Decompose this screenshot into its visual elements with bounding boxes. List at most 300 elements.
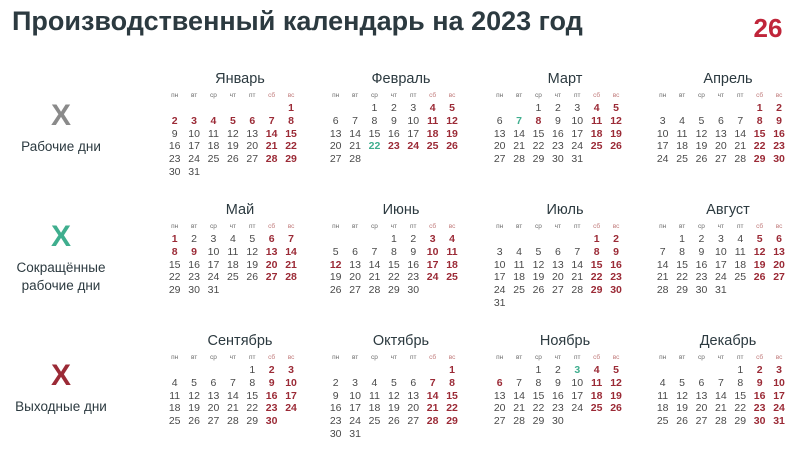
holiday-day-cell: 23 [753, 402, 766, 415]
day-cell: 24 [715, 271, 727, 284]
holiday-day-cell: 25 [446, 271, 458, 284]
holiday-day-cell: 19 [610, 127, 622, 140]
day-cell: 26 [695, 153, 708, 166]
day-cell: 11 [369, 389, 380, 402]
holiday-day-cell: 14 [426, 389, 439, 402]
month-grid [490, 90, 626, 166]
legend-short-label-line2: рабочие дни [21, 278, 101, 293]
holiday-day-cell: 12 [610, 114, 622, 127]
month-4 [165, 201, 301, 297]
day-cell: 6 [698, 376, 705, 389]
day-cell: 16 [188, 258, 200, 271]
empty-cell [345, 233, 364, 246]
holiday-day-cell: 30 [773, 153, 785, 166]
day-cell: 31 [207, 284, 220, 297]
day-cell: 1 [679, 233, 685, 245]
day-cell: 17 [188, 140, 200, 153]
day-cell: 22 [676, 271, 688, 284]
holiday-day-cell: 25 [590, 140, 603, 153]
day-cell: 4 [229, 233, 236, 245]
day-cell: 9 [554, 114, 561, 127]
day-cell: 10 [656, 127, 669, 140]
weekday-header: сб [593, 92, 601, 99]
day-cell: 14 [368, 258, 381, 271]
empty-cell [509, 233, 528, 246]
empty-cell [423, 364, 442, 377]
empty-cell [184, 364, 203, 377]
holiday-day-cell: 6 [496, 376, 503, 389]
day-cell: 16 [407, 258, 420, 271]
weekday-header: пт [410, 354, 417, 361]
weekday-header: ср [698, 223, 705, 230]
day-cell: 28 [715, 415, 727, 428]
weekday-header: ср [210, 354, 217, 361]
day-cell: 17 [493, 271, 506, 284]
empty-cell [568, 233, 587, 246]
holiday-day-cell: 22 [285, 140, 297, 153]
empty-cell [692, 364, 711, 377]
day-cell: 11 [657, 389, 669, 402]
day-cell: 20 [207, 402, 220, 415]
month-6 [490, 201, 626, 310]
empty-cell [365, 233, 384, 246]
day-cell: 17 [715, 258, 727, 271]
month-grid [165, 221, 301, 297]
day-cell: 19 [188, 402, 200, 415]
day-cell: 17 [571, 127, 584, 140]
day-cell: 9 [554, 376, 561, 389]
empty-cell [345, 364, 364, 377]
day-cell: 8 [737, 376, 744, 389]
day-cell: 6 [554, 245, 561, 258]
weekday-header: чт [717, 92, 725, 99]
holiday-day-cell: 31 [773, 415, 785, 428]
weekday-header: пт [249, 92, 256, 99]
day-cell: 19 [695, 140, 708, 153]
empty-cell [243, 102, 262, 115]
day-cell: 22 [532, 140, 545, 153]
day-cell: 16 [388, 127, 400, 140]
day-cell: 14 [734, 127, 747, 140]
short-day-cell: 7 [516, 114, 522, 127]
weekday-header: ср [535, 92, 542, 99]
weekday-header: сб [268, 354, 276, 361]
day-cell: 20 [695, 402, 708, 415]
day-cell: 21 [227, 402, 239, 415]
holiday-day-cell: 15 [446, 389, 458, 402]
weekday-header: чт [390, 354, 398, 361]
day-cell: 2 [698, 233, 705, 245]
day-cell: 8 [371, 114, 378, 127]
day-cell: 24 [207, 271, 220, 284]
empty-cell [326, 364, 345, 377]
month-name: Март [547, 71, 583, 87]
month-name: Ноябрь [539, 333, 591, 349]
weekday-header: пн [171, 354, 179, 361]
holiday-day-cell: 3 [429, 233, 436, 245]
month-grid [165, 90, 301, 179]
day-cell: 2 [410, 233, 417, 245]
empty-cell [672, 364, 691, 377]
holiday-day-cell: 28 [265, 153, 278, 166]
weekday-header: сб [756, 354, 764, 361]
day-cell: 27 [207, 415, 220, 428]
month-name: Июнь [382, 202, 420, 218]
day-cell: 6 [410, 376, 417, 389]
day-cell: 16 [552, 127, 564, 140]
day-cell: 14 [513, 127, 525, 140]
day-cell: 24 [571, 140, 584, 153]
empty-cell [365, 364, 384, 377]
empty-cell [653, 233, 672, 246]
holiday-day-cell: 24 [285, 402, 297, 415]
weekday-header: сб [756, 223, 764, 230]
weekday-header: пт [249, 223, 256, 230]
day-cell: 21 [513, 140, 525, 153]
day-cell: 9 [410, 245, 417, 258]
holiday-day-cell: 9 [613, 245, 619, 258]
weekday-header: пн [171, 223, 179, 230]
day-cell: 25 [656, 415, 669, 428]
day-cell: 5 [249, 233, 256, 245]
weekday-header: чт [229, 92, 237, 99]
page-title: Производственный календарь на 2023 год [12, 6, 583, 36]
holiday-day-cell: 18 [446, 258, 458, 271]
holiday-mark: X [50, 359, 71, 392]
day-cell: 23 [695, 271, 708, 284]
weekday-header: чт [390, 92, 398, 99]
day-cell: 13 [207, 389, 220, 402]
day-cell: 26 [676, 415, 688, 428]
empty-cell [692, 102, 711, 115]
day-cell: 3 [717, 233, 724, 245]
day-cell: 29 [734, 415, 747, 428]
weekday-header: пн [496, 354, 504, 361]
holiday-day-cell: 16 [265, 389, 278, 402]
holiday-day-cell: 1 [449, 364, 455, 376]
day-cell: 22 [532, 402, 545, 415]
holiday-day-cell: 5 [756, 233, 763, 245]
month-2 [490, 70, 626, 166]
month-grid [326, 221, 462, 297]
day-cell: 7 [737, 114, 744, 127]
day-cell: 9 [332, 389, 339, 402]
weekday-header: вс [612, 354, 620, 361]
day-cell: 13 [552, 258, 564, 271]
day-cell: 30 [552, 153, 564, 166]
holiday-day-cell: 28 [426, 415, 439, 428]
day-cell: 12 [532, 258, 545, 271]
day-cell: 10 [571, 114, 584, 127]
day-cell: 7 [371, 245, 378, 258]
day-cell: 5 [390, 376, 397, 389]
empty-cell [326, 233, 345, 246]
month-7 [653, 201, 789, 297]
day-cell: 5 [698, 114, 705, 127]
short-day-cell: 22 [368, 140, 381, 153]
day-cell: 18 [368, 402, 381, 415]
weekday-header: пт [249, 354, 256, 361]
day-cell: 28 [227, 415, 239, 428]
holiday-day-cell: 23 [265, 402, 278, 415]
day-cell: 11 [734, 245, 746, 258]
weekday-header: пт [574, 92, 581, 99]
day-cell: 10 [207, 245, 220, 258]
day-cell: 12 [246, 245, 259, 258]
holiday-day-cell: 25 [426, 140, 439, 153]
weekday-header: пт [574, 354, 581, 361]
weekday-header: сб [429, 354, 437, 361]
day-cell: 4 [737, 233, 744, 245]
day-cell: 10 [407, 114, 420, 127]
holiday-day-cell: 3 [191, 114, 197, 127]
day-cell: 8 [249, 376, 256, 389]
holiday-day-cell: 22 [446, 402, 458, 415]
holiday-day-cell: 26 [446, 140, 458, 153]
day-cell: 11 [513, 258, 525, 271]
weekday-header: сб [429, 223, 437, 230]
day-cell: 13 [329, 127, 342, 140]
day-cell: 15 [676, 258, 688, 271]
day-cell: 24 [493, 284, 506, 297]
day-cell: 27 [552, 284, 564, 297]
holiday-day-cell: 12 [329, 258, 342, 271]
holiday-day-cell: 21 [265, 140, 278, 153]
day-cell: 1 [390, 233, 397, 245]
holiday-day-cell: 6 [776, 233, 782, 245]
holiday-day-cell: 27 [773, 271, 785, 284]
holiday-day-cell: 23 [773, 140, 785, 153]
day-cell: 7 [229, 376, 236, 389]
day-cell: 21 [571, 271, 584, 284]
day-cell: 14 [656, 258, 669, 271]
holiday-day-cell: 8 [593, 245, 600, 258]
weekday-header: вт [678, 223, 686, 230]
weekday-header: вт [678, 354, 686, 361]
day-cell: 31 [571, 153, 584, 166]
day-cell: 21 [349, 140, 361, 153]
holiday-day-cell: 18 [590, 127, 603, 140]
day-cell: 25 [734, 271, 747, 284]
empty-cell [653, 364, 672, 377]
empty-cell [731, 102, 750, 115]
weekday-header: вт [515, 354, 523, 361]
holiday-day-cell: 21 [426, 402, 439, 415]
weekday-header: вт [515, 92, 523, 99]
holiday-day-cell: 9 [776, 114, 782, 127]
day-cell: 6 [717, 114, 724, 127]
month-grid [326, 352, 462, 441]
weekday-header: вс [775, 92, 783, 99]
day-cell: 18 [168, 402, 181, 415]
day-cell: 14 [227, 389, 239, 402]
day-cell: 10 [571, 376, 584, 389]
day-cell: 27 [246, 153, 259, 166]
day-cell: 31 [188, 165, 200, 178]
holiday-day-cell: 27 [265, 271, 278, 284]
day-cell: 23 [407, 271, 420, 284]
holiday-day-cell: 3 [776, 364, 782, 376]
weekday-header: вт [351, 354, 359, 361]
day-cell: 16 [695, 258, 708, 271]
holiday-day-cell: 28 [285, 271, 297, 284]
day-cell: 30 [695, 284, 708, 297]
holiday-day-cell: 24 [407, 140, 420, 153]
holiday-day-cell: 2 [171, 114, 178, 127]
month-8 [165, 332, 301, 428]
empty-cell [204, 364, 223, 377]
month-name: Апрель [703, 71, 753, 87]
month-name: Май [225, 202, 255, 218]
holiday-day-cell: 22 [753, 140, 766, 153]
month-grid [326, 90, 462, 166]
weekday-header: пт [410, 223, 417, 230]
day-cell: 5 [679, 376, 685, 389]
weekday-header: чт [717, 223, 725, 230]
day-cell: 10 [188, 127, 200, 140]
day-cell: 11 [208, 127, 219, 140]
day-cell: 20 [329, 140, 342, 153]
day-cell: 5 [535, 245, 542, 258]
day-cell: 20 [552, 271, 564, 284]
holiday-day-cell: 30 [610, 284, 622, 297]
day-cell: 22 [246, 402, 259, 415]
day-cell: 15 [368, 127, 381, 140]
holiday-day-cell: 30 [265, 415, 278, 428]
day-cell: 4 [371, 376, 378, 389]
day-cell: 17 [349, 402, 361, 415]
day-cell: 20 [493, 402, 506, 415]
day-cell: 12 [695, 127, 708, 140]
holiday-day-cell: 20 [773, 258, 785, 271]
holiday-day-cell: 17 [426, 258, 439, 271]
day-cell: 6 [210, 376, 217, 389]
day-cell: 9 [171, 127, 178, 140]
weekday-header: пн [659, 92, 667, 99]
day-cell: 29 [532, 415, 545, 428]
day-cell: 23 [329, 415, 342, 428]
day-cell: 24 [656, 153, 669, 166]
day-cell: 14 [715, 389, 727, 402]
day-cell: 25 [368, 415, 381, 428]
weekday-header: ср [371, 354, 378, 361]
day-cell: 30 [168, 165, 181, 178]
weekday-header: ср [698, 354, 705, 361]
day-cell: 3 [352, 376, 358, 389]
legend-short-label-line1: Сокращённые [16, 260, 106, 275]
short-day-cell: 3 [574, 364, 581, 376]
day-cell: 11 [676, 127, 688, 140]
holiday-day-cell: 19 [753, 258, 766, 271]
month-grid [490, 221, 626, 310]
day-cell: 21 [513, 402, 525, 415]
holiday-day-cell: 26 [753, 271, 766, 284]
holiday-day-cell: 2 [776, 102, 782, 114]
month-grid [165, 352, 301, 428]
day-cell: 1 [249, 364, 256, 376]
holiday-day-cell: 24 [773, 402, 785, 415]
weekday-header: вт [351, 92, 359, 99]
day-cell: 13 [695, 389, 708, 402]
empty-cell [223, 102, 242, 115]
weekday-header: ср [210, 223, 217, 230]
day-cell: 15 [532, 127, 545, 140]
day-cell: 13 [246, 127, 259, 140]
day-cell: 1 [737, 364, 744, 376]
holiday-day-cell: 14 [265, 127, 278, 140]
holiday-day-cell: 26 [610, 140, 622, 153]
holiday-day-cell: 18 [590, 389, 603, 402]
day-cell: 23 [168, 153, 181, 166]
weekday-header: чт [390, 223, 398, 230]
weekday-header: вс [775, 223, 783, 230]
holiday-day-cell: 4 [429, 102, 436, 114]
day-cell: 16 [168, 140, 181, 153]
weekday-header: вт [678, 92, 686, 99]
day-cell: 28 [368, 284, 381, 297]
weekday-header: вс [287, 92, 295, 99]
weekday-header: пн [332, 223, 340, 230]
day-cell: 16 [329, 402, 342, 415]
day-cell: 15 [168, 258, 181, 271]
day-cell: 9 [698, 245, 705, 258]
day-cell: 12 [227, 127, 239, 140]
weekday-header: пн [659, 354, 667, 361]
empty-cell [711, 102, 730, 115]
month-5 [326, 201, 462, 297]
day-cell: 30 [552, 415, 564, 428]
day-cell: 7 [574, 245, 581, 258]
holiday-day-cell: 29 [590, 284, 603, 297]
day-cell: 20 [493, 140, 506, 153]
weekday-header: вс [448, 223, 456, 230]
day-cell: 31 [349, 427, 361, 440]
day-cell: 12 [188, 389, 200, 402]
month-name: Сентябрь [207, 333, 273, 349]
day-cell: 7 [717, 376, 724, 389]
day-cell: 9 [390, 114, 397, 127]
holiday-day-cell: 10 [285, 376, 297, 389]
holiday-day-cell: 8 [171, 245, 178, 258]
day-cell: 1 [371, 102, 378, 114]
holiday-day-cell: 4 [593, 102, 600, 114]
empty-cell [223, 364, 242, 377]
day-cell: 13 [407, 389, 420, 402]
weekday-header: пн [496, 223, 504, 230]
day-cell: 21 [368, 271, 381, 284]
empty-cell [672, 102, 691, 115]
weekday-header: пн [496, 92, 504, 99]
holiday-day-cell: 9 [756, 376, 763, 389]
holiday-day-cell: 5 [613, 102, 619, 114]
day-cell: 29 [676, 284, 688, 297]
holiday-day-cell: 5 [229, 114, 236, 127]
day-cell: 3 [210, 233, 217, 245]
holiday-day-cell: 11 [446, 245, 458, 258]
weekday-header: сб [268, 92, 276, 99]
empty-cell [262, 102, 281, 115]
day-cell: 25 [168, 415, 181, 428]
day-cell: 20 [246, 140, 259, 153]
day-cell: 18 [734, 258, 747, 271]
day-cell: 16 [552, 389, 564, 402]
holiday-day-cell: 12 [610, 376, 622, 389]
holiday-day-cell: 9 [268, 376, 275, 389]
weekday-header: чт [717, 354, 725, 361]
holiday-day-cell: 17 [285, 389, 297, 402]
holiday-day-cell: 23 [610, 271, 622, 284]
day-cell: 10 [349, 389, 361, 402]
